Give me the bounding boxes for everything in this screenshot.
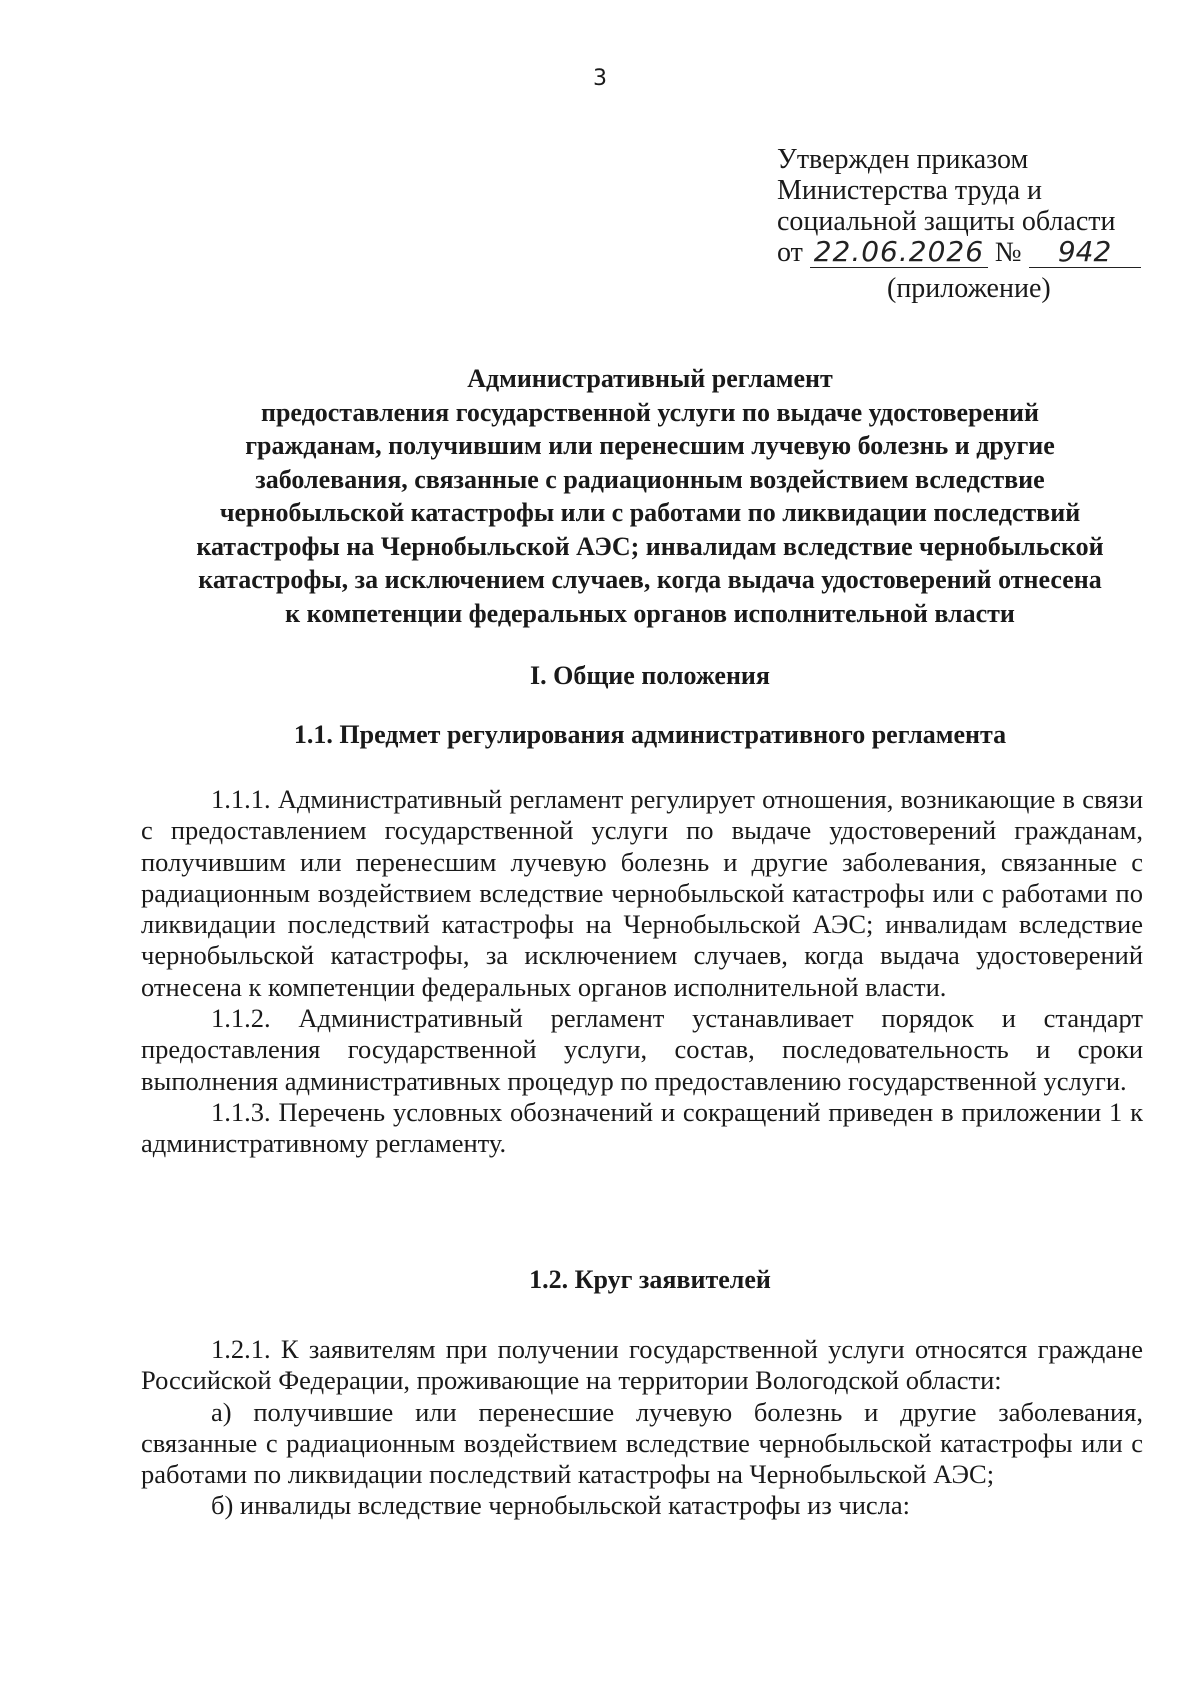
subsection-heading-applicants: 1.2. Круг заявителей: [529, 1265, 771, 1294]
appendix-label: (приложение): [887, 273, 1051, 304]
title-line: предоставления государственной услуги по выдаче удостоверений: [260, 397, 1040, 427]
paragraph-1-1-2: 1.1.2. Административный регламент устанавливает порядок и стандарт предоставления государственной услуги, состав, последовательность и сроки выполнения административных процедур по предоставлению государственной услуги.: [141, 1003, 1143, 1096]
paragraph-1-2-1: 1.2.1. К заявителям при получении государственной услуги относятся граждане Российской Федерации, проживающие на территории Вологодской области:: [141, 1334, 1143, 1396]
section-heading-general: I. Общие положения: [530, 661, 770, 690]
title-line: к компетенции федеральных органов исполнительной власти: [285, 598, 1015, 628]
date-prefix: от: [777, 237, 803, 268]
document-title: [140, 362, 1160, 630]
approval-line-1: Утвержден приказом: [777, 144, 1029, 175]
handwritten-order-number: 942: [1029, 237, 1141, 268]
approval-line-2: Министерства труда и: [777, 175, 1042, 206]
approval-block: [777, 144, 1157, 304]
title-line: заболевания, связанные с радиационным воздействием вследствие: [255, 464, 1045, 494]
page-number: 3: [593, 66, 607, 91]
order-date-number-line: [777, 237, 1157, 273]
title-line: катастрофы на Чернобыльской АЭС; инвалидам вследствие чернобыльской: [196, 531, 1104, 561]
title-line: Административный регламент: [467, 364, 833, 393]
paragraph-1-1-1: 1.1.1. Административный регламент регулирует отношения, возникающие в связи с предоставлением государственной услуги по выдаче удостоверений гражданам, получившим или перенесшим лучевую болезнь и другие заболевания, связанные с радиационным воздействием вследствие чернобыльской катастрофы или с работами по ликвидации последствий катастрофы на Чернобыльской АЭС; инвалидам вследствие чернобыльской катастрофы, за исключением случаев, когда выдача удостоверений отнесена к компетенции федеральных органов исполнительной власти.: [141, 784, 1143, 1002]
approval-line-3: социальной защиты области: [777, 206, 1116, 237]
title-line: гражданам, получившим или перенесшим лучевую болезнь и другие: [245, 431, 1055, 460]
section-1-2-body: [141, 1334, 1143, 1522]
paragraph-1-1-3: 1.1.3. Перечень условных обозначений и сокращений приведен в приложении 1 к административному регламенту.: [141, 1096, 1143, 1159]
title-line: чернобыльской катастрофы или с работами по ликвидации последствий: [219, 498, 1081, 527]
paragraph-item-a: а) получившие или перенесшие лучевую болезнь и другие заболевания, связанные с радиационным воздействием вследствие чернобыльской катастрофы или с работами по ликвидации последствий катастрофы на Чернобыльской АЭС;: [141, 1396, 1143, 1490]
number-prefix: №: [994, 237, 1022, 268]
handwritten-date: 22.06.2026: [810, 237, 988, 268]
section-1-1-body: [141, 784, 1143, 1160]
subsection-heading-subject: 1.1. Предмет регулирования административного регламента: [293, 720, 1007, 749]
paragraph-item-b: б) инвалиды вследствие чернобыльской катастрофы из числа:: [211, 1490, 911, 1521]
title-line: катастрофы, за исключением случаев, когда выдача удостоверений отнесена: [198, 565, 1102, 594]
